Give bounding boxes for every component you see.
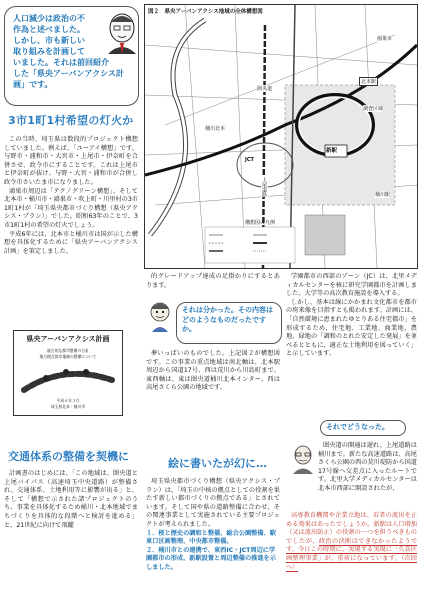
map-label-kenodo: 圏央道 [257,86,273,92]
speech-bubble-1 [176,302,282,344]
col3-para4-end: 政治の決断はできなかったようです。今日この時期に、実現する実現に「久喜区画整理事業」が、重荷になっています。（次回へ） [286,537,418,571]
map-figure [144,4,418,269]
map-label-survey: 調査区域 [363,106,384,112]
col2-para1: 的グレードアップ達成の足掛かりにするとあります。 [146,273,280,289]
col2-text-b [146,350,280,393]
col2-para3: 埼玉県央都市づくり構想（県央アクシス・プラン）は、「埼玉の中核の拠点としての役割を果たす新しい都市づくりの拠点である」とされています。そして国や県の道路整備に合わせ、その関連事業として実施されている主要プロジェクトが考えられました。 [146,478,280,528]
col3-text-a [286,273,417,359]
col2-text-a [146,273,280,290]
author-portrait [104,10,140,54]
map-label-ageo-road: 上尾道路 [261,177,267,197]
col2-text-c [146,478,280,573]
col3-text-b [318,442,417,494]
plan-cover-footer1: 平成６年３月 [56,398,80,403]
character-2 [290,444,316,474]
heading-3-cities: 3市1町1村希望の灯火か [8,114,134,127]
map-label-jct: JCT [245,157,254,163]
map-drawing [145,5,417,268]
col1-para2: 鴻巣市周辺は「テクノグリーン構想」。そして北本市・桶川市・鴻巣市・吹上町・川里村の3市1町1村が「埼玉県央都市づくり構想（県央アクシス・プラン）」でした。昭和63年のことで、3市1町1村の希望の灯火でしょう。 [4,187,138,229]
col3-para1: 学園都市の西部のゾーン（JC）は、北里メディカルセンターを核に研究学園都市を計画しました。大学等の高次教育施設を導入する。 [286,273,417,298]
list-item-1: １．桜と歴史の調和と整備、総合公園整備、駅東口区画整理、中央都市整備。 [146,529,276,546]
map-label-newstation: 新駅 [326,148,338,154]
col1-para1: この当時、埼玉県は数段的プロジェクト構想していました。例えば、「ユーアイ構想」です。与野市・浦和市・大宮市・上尾市・伊奈町を合併させ、政令市にすることです。これは上尾市と伊奈町が抜け、与野・大宮・浦和市が合併し政令市さいたま市になりました。 [4,136,138,186]
map-legend-title: 構想図の凡例 [245,220,276,226]
plan-cover-footer2: 埼玉県北本・桶川市 [50,404,86,409]
plan-cover-graphic [14,360,122,398]
col3-para4-pre: 高専教育機関や企業立地は、若者の [290,512,392,519]
col3-para3: 圏央道の開通は遅れ、上尾道路は桶川まで。新たな高速道路は、高尾さくら公園の西の荒川堤防から国道17号線へ交差点に入ったルートです。北里大学メディカルセンターは北本市西部に開設されたが、 [318,442,417,492]
intro-text: 人口減少は政治の不 作為と述べました。 しかし、市も新しい 取り組みを計画して いました。それは前回紹介 した「県央アーバンアクシス計 画」です。 [13,14,124,89]
heading-dream: 絵に書いたが幻に… [168,457,267,470]
heading-transport: 交通体系の整備を契機に [8,450,129,463]
speech-1-text: それは分かった。その内容はどのようなものだったですか。 [182,306,273,333]
map-label-kitamoto: 北本駅 [361,79,377,85]
col3-para4-mid: 流出を止める効果はあったでしょうか。新駅は人口増加（又は流出防止）の役割の一つを担うべきものでしたが、 [286,512,418,545]
map-label-okegawa-kitamoto: 桶川北本 [205,126,226,132]
map-title: 図２ 県央アーバンアクシス地域の全体構想図 [148,9,263,15]
col1-text-a [4,136,138,256]
col1-para4: 計画書のはじめには、「この地域は、圏央道と上尾バイパス（高速埼玉中央道路）が整備され、交通体系、土地利用等に影響が出る」と、そして「構想で示された諸プロジェクトのうち、事業を具体化するため桶川・北本地域でまちづくりを具体的な段階へと検討を進める」と、21世紀に向けて飛躍 [4,470,138,529]
map-legend [205,227,295,263]
plan-cover-sub2: 地方拠点都市地域の整備について [39,354,97,359]
plan-cover-image [13,330,123,416]
col1-text-b [4,470,138,530]
col3-para2: しかし、基本は線にかかまれ文化都市を都市の将来像を目指すとも掲われます。計画には、「自然環境に恵まれたゆとりある住宅都市」を形成するため、住宅地、工業地、商業地、農地、緑地の「調和のとれた安定した発展」を並べるとともに、適正な土地利用を図っていく」と示しています。 [286,298,417,358]
col3-text-c [286,512,417,572]
plan-cover-title: 県央アーバンアクシス計画 [26,335,110,343]
list-item-2: ２．桶川市との連携で、東西ⅠC・JCT周辺に学園都市の形成、新駅設置と周辺整備の推進を示しました。 [146,546,276,571]
col1-para3: 平成6年には、北本市と桶川市は国が示した構想を具体化するために「県央アーバンアクシス計画」を策定しました。 [4,230,138,255]
col2-para2: 夢いっぱいのものでした。上記図２が構想図です。この事業の重点地域は南北軸は、北本駅周辺から国道17号、西は荒川から川島町まで、東西軸は、東は圏央道桶川北本インター、西は高尾さくら公園の地域です。 [146,350,280,392]
character-1 [146,300,174,332]
speech-bubble-2 [320,420,406,436]
map-label-konosu: 鴻巣市 [377,36,393,42]
plan-cover-subtitle: 総合的な都市整備の方針 [47,348,89,353]
map-label-okegawa-station: 桶川駅 [375,192,391,198]
speech-2-text: それでどうなった。 [326,423,389,431]
